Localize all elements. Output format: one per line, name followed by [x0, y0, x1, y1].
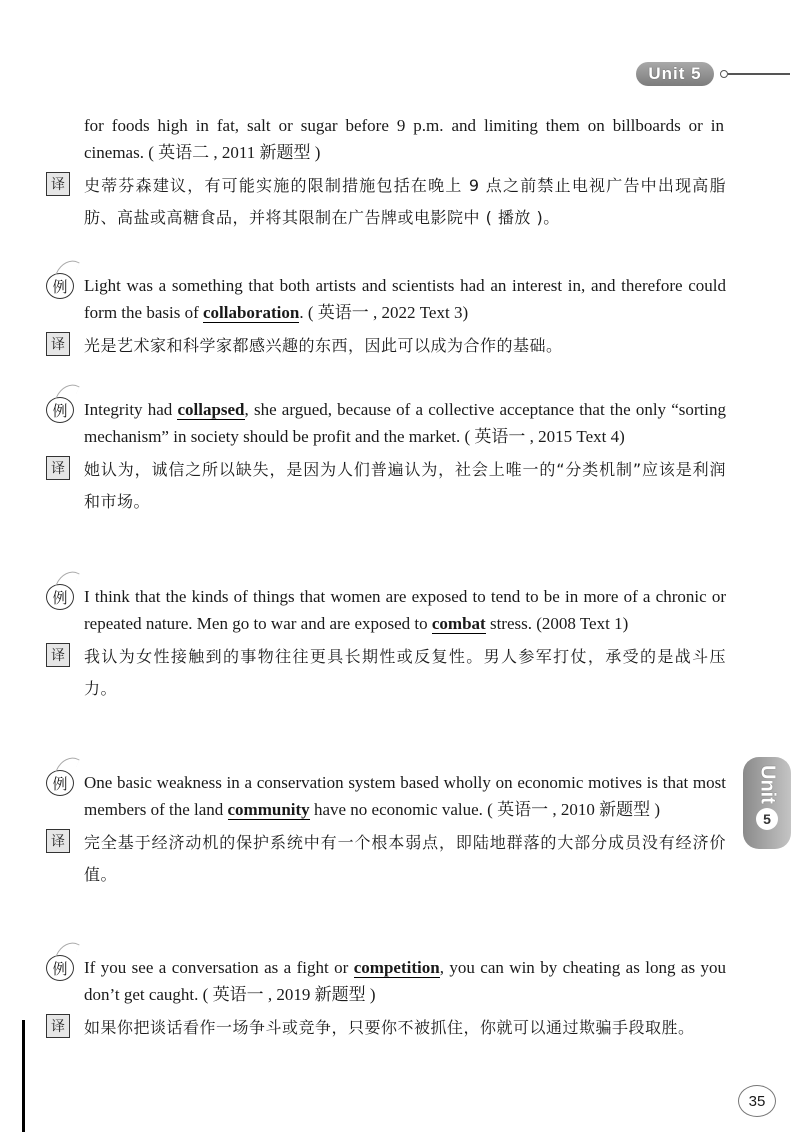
example-english: One basic weakness in a conservation system based wholly on economic motives is that most members of the land community have no economic value. ( 英语一 , 2010 新题型 )	[84, 773, 726, 819]
example-english: If you see a conversation as a fight or competition, you can win by cheating as long as you don’t get caught. ( 英语一 , 2019 新题型 )	[84, 958, 726, 1004]
example-chinese: 她认为，诚信之所以缺失，是因为人们普遍认为，社会上唯一的“分类机制”应该是利润和市场。	[84, 460, 726, 511]
example-english: Integrity had collapsed, she argued, because of a collective acceptance that the only “sorting mechanism” in society should be profit and the market. ( 英语一 , 2015 Text 4)	[84, 400, 726, 446]
header-dot	[720, 70, 728, 78]
translation-badge: 译	[46, 172, 70, 196]
example-chinese: 如果你把谈话看作一场争斗或竞争，只要你不被抓住，你就可以通过欺骗手段取胜。	[84, 1018, 695, 1037]
continuation-translation-block	[46, 170, 726, 234]
translation-badge: 译	[46, 1014, 70, 1038]
example-entry	[46, 769, 726, 891]
translation-badge: 译	[46, 332, 70, 356]
example-entry	[46, 396, 726, 518]
side-tab-number: 5	[756, 808, 778, 830]
example-entry	[46, 583, 726, 705]
example-chinese: 光是艺术家和科学家都感兴趣的东西，因此可以成为合作的基础。	[84, 336, 563, 355]
header-rule	[720, 70, 790, 78]
unit-side-tab	[743, 757, 791, 849]
example-english: I think that the kinds of things that women are exposed to tend to be in more of a chronic or repeated nature. Men go to war and are exposed to combat stress. (2008 Text 1)	[84, 587, 726, 633]
example-entry	[46, 954, 726, 1044]
example-english: Light was a something that both artists and scientists had an interest in, and therefore could form the basis of collaboration. ( 英语一 , 2022 Text 3)	[84, 276, 726, 322]
example-badge: 例	[46, 397, 74, 423]
example-badge: 例	[46, 273, 74, 299]
keyword: collaboration	[202, 303, 300, 322]
keyword: community	[227, 800, 310, 819]
keyword: combat	[431, 614, 486, 633]
continuation-english: for foods high in fat, salt or sugar before 9 p.m. and limiting them on billboards or in cinemas. ( 英语二 , 2011 新题型 )	[84, 116, 724, 162]
keyword: collapsed	[177, 400, 245, 419]
example-badge: 例	[46, 770, 74, 796]
header-line	[728, 73, 790, 75]
unit-label: Unit 5	[636, 62, 714, 86]
example-badge: 例	[46, 584, 74, 610]
continuation-chinese: 史蒂芬森建议，有可能实施的限制措施包括在晚上 9 点之前禁止电视广告中出现高脂肪、高盐或高糖食品，并将其限制在广告牌或电影院中 ( 播放 )。	[84, 176, 726, 227]
page-number: 35	[738, 1085, 776, 1117]
translation-badge: 译	[46, 456, 70, 480]
example-entry	[46, 272, 726, 362]
example-chinese: 完全基于经济动机的保护系统中有一个根本弱点，即陆地群落的大部分成员没有经济价值。	[84, 833, 726, 884]
continuation-block	[84, 112, 724, 166]
unit-header	[636, 62, 790, 86]
translation-badge: 译	[46, 643, 70, 667]
translation-badge: 译	[46, 829, 70, 853]
side-tab-label: Unit	[756, 765, 779, 804]
left-margin-rule	[22, 1020, 25, 1132]
example-badge: 例	[46, 955, 74, 981]
example-chinese: 我认为女性接触到的事物往往更具长期性或反复性。男人参军打仗，承受的是战斗压力。	[84, 647, 726, 698]
keyword: competition	[353, 958, 440, 977]
